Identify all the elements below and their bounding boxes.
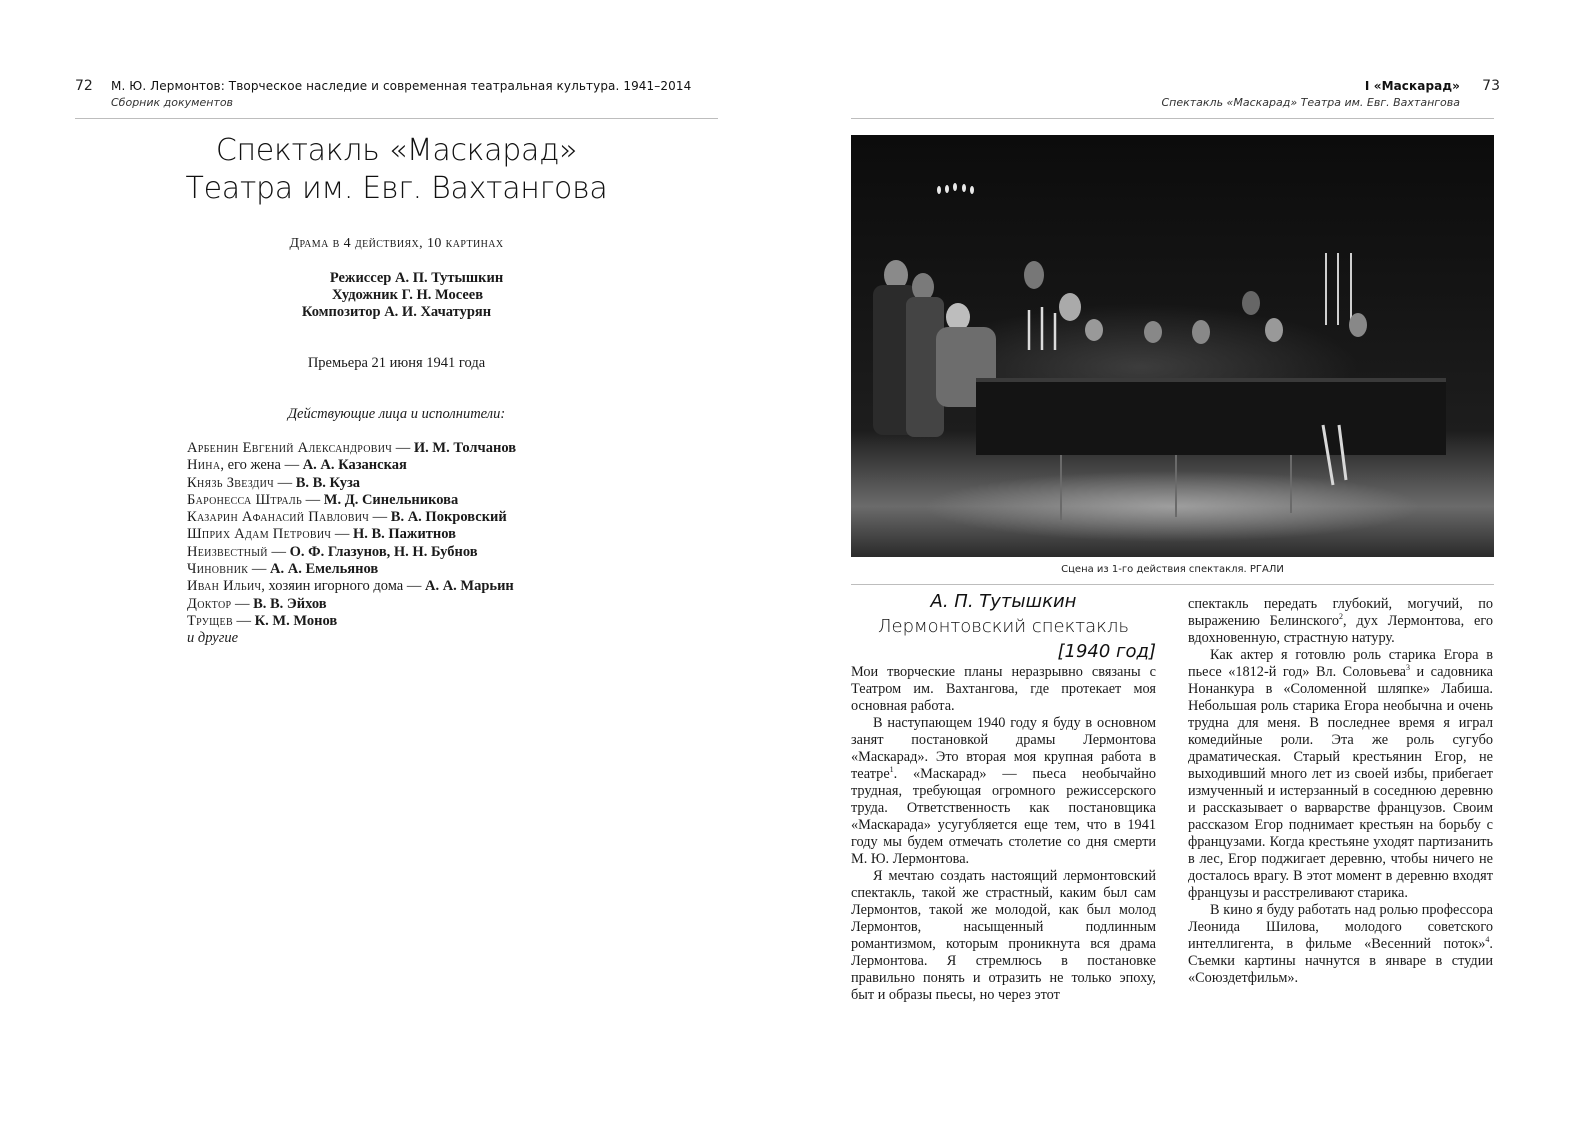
genre-line: Драма в 4 действиях, 10 картинах [289, 236, 504, 251]
right-page [794, 0, 1587, 1123]
cast-entry: Иван Ильич, хозяин игорного дома — А. А. Марьин [187, 578, 514, 595]
title-line-2: Театра им. Евг. Вахтангова [185, 171, 608, 206]
paragraph: В наступающем 1940 году я буду в основном занят постановкой драмы Лермонтова «Маскарад». Это вторая моя крупная работа в театре$^1$. «Маскарад» — пьеса необычайно трудная, требующая огромного режиссерского труда. Ответственность как постановщика «Маскарада» усугубляется еще тем, что в 1941 году мы будем отмечать столетие со дня смерти М. Ю. Лермонтова. [851, 715, 1156, 867]
page-number: 72 [75, 78, 93, 94]
premiere-date: Премьера 21 июня 1941 года [307, 355, 486, 371]
article-title: Лермонтовский спектакль [878, 616, 1129, 637]
footnote-ref[interactable]: 1 [889, 765, 894, 775]
cast-entry: Шприх Адам Петрович — Н. В. Пажитнов [187, 526, 456, 543]
running-header-subtitle: Спектакль «Маскарад» Театра им. Евг. Вахтангова [1161, 96, 1460, 109]
article-column-1 [851, 664, 1156, 1004]
running-header-subtitle: Сборник документов [111, 96, 234, 109]
stage-scene-illustration [851, 135, 1494, 557]
header-rule [75, 118, 718, 119]
cast-entry: Арбенин Евгений Александрович — И. М. Толчанов [187, 440, 517, 456]
running-header-left [75, 79, 718, 109]
cast-entry: Казарин Афанасий Павлович — В. А. Покровский [187, 509, 507, 526]
cast-entry: Нина, его жена — А. А. Казанская [187, 457, 407, 474]
cast-entry: Князь Звездич — В. В. Куза [187, 474, 361, 491]
credit-director: Режиссер А. П. Тутышкин [329, 270, 504, 286]
page-number: 73 [1482, 78, 1500, 94]
left-page [0, 0, 793, 1123]
running-header-right [851, 78, 1500, 109]
article-heading [851, 590, 1156, 664]
paragraph: В кино я буду работать над ролью профессора Леонида Шилова, молодого советского интеллигента, в фильме «Весенний поток»$^4$. Съемки картины начнутся в январе в студии «Союздетфильм». [1188, 902, 1493, 986]
credit-composer: Композитор А. И. Хачатурян [301, 304, 492, 320]
page-title [75, 132, 718, 208]
photo-caption: Сцена из 1-го действия спектакля. РГАЛИ [1061, 564, 1284, 575]
running-header-title: М. Ю. Лермонтов: Творческое наследие и современная театральная культура. 1941–2014 [111, 79, 692, 93]
header-rule [851, 118, 1494, 119]
cast-entry: Доктор — В. В. Эйхов [187, 595, 327, 612]
running-header-title: I «Маскарад» [1364, 79, 1460, 93]
cast-entry: Трущев — К. М. Монов [187, 612, 338, 629]
footnote-ref[interactable]: 2 [1339, 612, 1344, 622]
cast-heading: Действующие лица и исполнители: [287, 406, 506, 422]
credit-designer: Художник Г. Н. Мосеев [331, 287, 484, 303]
cast-entry: Баронесса Штраль — М. Д. Синельникова [187, 491, 459, 508]
cast-entry: Неизвестный — О. Ф. Глазунов, Н. Н. Бубнов [187, 543, 478, 560]
paragraph: Мои творческие планы неразрывно связаны с Театром им. Вахтангова, где протекает моя основная работа. [851, 664, 1156, 714]
paragraph: спектакль передать глубокий, могучий, по выражению Белинского$^2$, дух Лермонтова, его вдохновенную, страстную натуру. [1188, 596, 1493, 646]
article-year: [1940 год] [1057, 641, 1156, 662]
article-column-2 [1188, 596, 1493, 987]
footnote-ref[interactable]: 3 [1406, 663, 1410, 673]
credits [75, 270, 718, 321]
cast-entry: Чиновник — А. А. Емельянов [187, 561, 379, 578]
paragraph: Как актер я готовлю роль старика Егора в пьесе «1812-й год» Вл. Соловьева$^3$ и садовника Нонанкура в «Соломенной шляпке» Лабиша. Небольшая роль старика Егора необычна и очень трудна для меня. В последнее время я играл комедийные роли. Эта же роль сугубо драматическая. Старый крестьянин Егор, не выходивший много лет из своей избы, прибегает измученный и истерзанный в соседнюю деревню и рассказывает о варварстве французов. Своим рассказом Егор поднимает крестьян на борьбу с французами. Когда крестьяне уходят партизанить в лес, Егор поджигает деревню, чтобы ничего не досталось врагу. В этот момент в деревню входят французы и расстреливают старика. [1188, 647, 1494, 901]
paragraph: Я мечтаю создать настоящий лермонтовский спектакль, такой же страстный, каким был сам Лермонтов, такой же молодой, как был молод Лермонтов, насыщенный подлинным романтизмом, которым проникнута вся драма Лермонтова. Я стремлюсь в постановке правильно понять и отразить не только эпоху, быт и образы пьесы, но через этот [851, 868, 1156, 1003]
article-author: А. П. Тутышкин [930, 591, 1077, 612]
footnote-ref[interactable]: 4 [1485, 935, 1490, 945]
cast-list [187, 440, 516, 648]
stage-photo [851, 135, 1494, 557]
caption-rule [851, 584, 1494, 585]
cast-others: и другие [187, 630, 239, 647]
title-line-1: Спектакль «Маскарад» [215, 133, 578, 168]
